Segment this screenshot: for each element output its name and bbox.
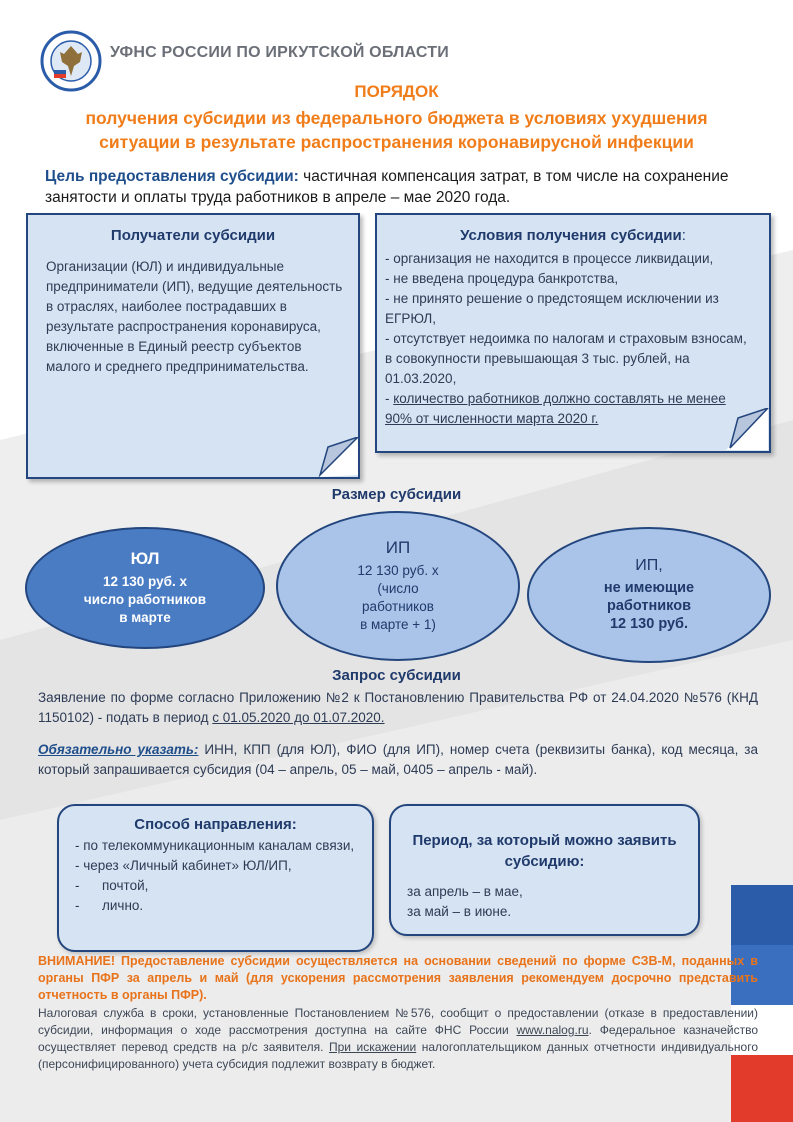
required-fields-label: Обязательно указать: — [38, 742, 199, 757]
attention-notice: ВНИМАНИЕ! Предоставление субсидии осуществляется на основании сведений по форме СЗВ-М, поданных в органы ПФР за апрель и май (для ускорения рассмотрения заявления рекомендуем досрочно представить отчетность в органы ПФР). — [38, 954, 758, 1002]
ellipse-line: работников — [362, 599, 434, 614]
conditions-list — [385, 249, 747, 429]
ellipse-line: в марте + 1) — [360, 617, 436, 632]
claim-period-list — [407, 882, 677, 922]
recipients-box — [26, 213, 360, 479]
document-subtitle-line-1: получения субсидии из федерального бюджета в условиях ухудшения — [85, 108, 708, 128]
fns-website-link[interactable]: www.nalog.ru — [516, 1023, 589, 1037]
document-title: ПОРЯДОК — [354, 82, 439, 101]
condition-item: - организация не находится в процессе ликвидации, — [385, 251, 714, 266]
ellipse-line: 12 130 руб. х — [103, 574, 187, 589]
ellipse-title: ИП, — [635, 557, 663, 574]
recipients-title: Получатели субсидии — [110, 227, 276, 244]
subsidy-size-entrepreneur — [276, 511, 520, 661]
recipients-page-curl-icon — [318, 437, 360, 479]
conditions-title: Условия получения субсидии: — [460, 227, 686, 244]
conditions-page-curl-icon — [726, 408, 770, 452]
condition-item-staff: - количество работников должно составлять не менее 90% от численности марта 2020 г. — [385, 391, 726, 426]
submission-method-box — [57, 804, 374, 952]
ellipse-line: (число — [377, 581, 419, 596]
claim-period-box — [389, 804, 700, 936]
condition-item: - не введена процедура банкротства, — [385, 271, 619, 286]
method-item: - по телекоммуникационным каналам связи, — [75, 838, 355, 853]
subsidy-goal — [45, 166, 755, 208]
ellipse-line: 12 130 руб. х — [357, 563, 439, 578]
period-item: за май – в июне. — [407, 904, 512, 919]
ellipse-line: не имеющие — [603, 580, 695, 596]
subsidy-request-title: Запрос субсидии — [332, 667, 461, 684]
claim-period-title: Период, за который можно заявить субсидию: — [412, 832, 677, 870]
subsidy-size-legal-entity — [25, 527, 265, 649]
subsidy-goal-label: Цель предоставления субсидии: — [45, 168, 299, 185]
subsidy-goal-text: частичная компенсация затрат, в том числе на сохранение занятости и оплаты труда работников в апреле – мае 2020 года. — [45, 168, 729, 206]
method-item: - почтой, — [75, 878, 149, 893]
condition-item: - не принято решение о предстоящем исключении из ЕГРЮЛ, — [385, 291, 719, 326]
ellipse-line: 12 130 руб. — [609, 616, 689, 632]
method-item: - лично. — [75, 898, 144, 913]
ellipse-line: работников — [607, 598, 691, 614]
processing-note: Налоговая служба в сроки, установленные Постановлением №576, сообщит о предоставлении (отказе в предоставлении) субсидии, информация о ходе рассмотрения доступна на сайте ФНС России www.nalog.ru. Федеральное казначейство осуществляет перевод средств на р/с заявителя. При искажении налогоплательщиком данных отчетности индивидуального (персонифицированного) учета субсидия подлежит возврату в бюджет. — [38, 1006, 758, 1071]
required-fields-text: Обязательно указать: ИНН, КПП (для ЮЛ), ФИО (для ИП), номер счета (реквизиты банка), код месяца, за который запрашивается субсидия (04 – апрель, 05 – май, 0405 – апрель - май). — [38, 742, 758, 777]
submission-method-title: Способ направления: — [134, 816, 297, 833]
document-subtitle-line-2: ситуации в результате распространения коронавирусной инфекции — [99, 132, 694, 152]
ellipse-title: ИП — [385, 538, 411, 557]
period-item: за апрель – в мае, — [407, 884, 523, 899]
ellipse-line: в марте — [119, 610, 171, 625]
request-period: с 01.05.2020 до 01.07.2020. — [212, 710, 385, 725]
subsidy-size-title: Размер субсидии — [331, 486, 462, 503]
submission-method-list — [75, 836, 365, 916]
ellipse-title: ЮЛ — [130, 549, 160, 568]
organization-name: УФНС РОССИИ ПО ИРКУТСКОЙ ОБЛАСТИ — [110, 44, 449, 61]
recipients-text: Организации (ЮЛ) и индивидуальные предприниматели (ИП), ведущие деятельность в отраслях, наиболее пострадавших в результате распространения коронавируса, включенные в Единый реестр субъектов малого и среднего предпринимательства. — [46, 259, 343, 374]
request-text: Заявление по форме согласно Приложению №2 к Постановлению Правительства РФ от 24.04.2020 №576 (КНД 1150102) - подать в период с 01.05.2020 до 01.07.2020. — [38, 690, 758, 725]
condition-item: - отсутствует недоимка по налогам и страховым взносам, в совокупности превышающая 3 тыс. рублей, на 01.03.2020, — [385, 331, 747, 386]
conditions-box — [375, 213, 771, 453]
method-item: - через «Личный кабинет» ЮЛ/ИП, — [75, 858, 292, 873]
subsidy-size-entrepreneur-no-staff — [527, 527, 771, 663]
ellipse-line: число работников — [83, 592, 207, 607]
